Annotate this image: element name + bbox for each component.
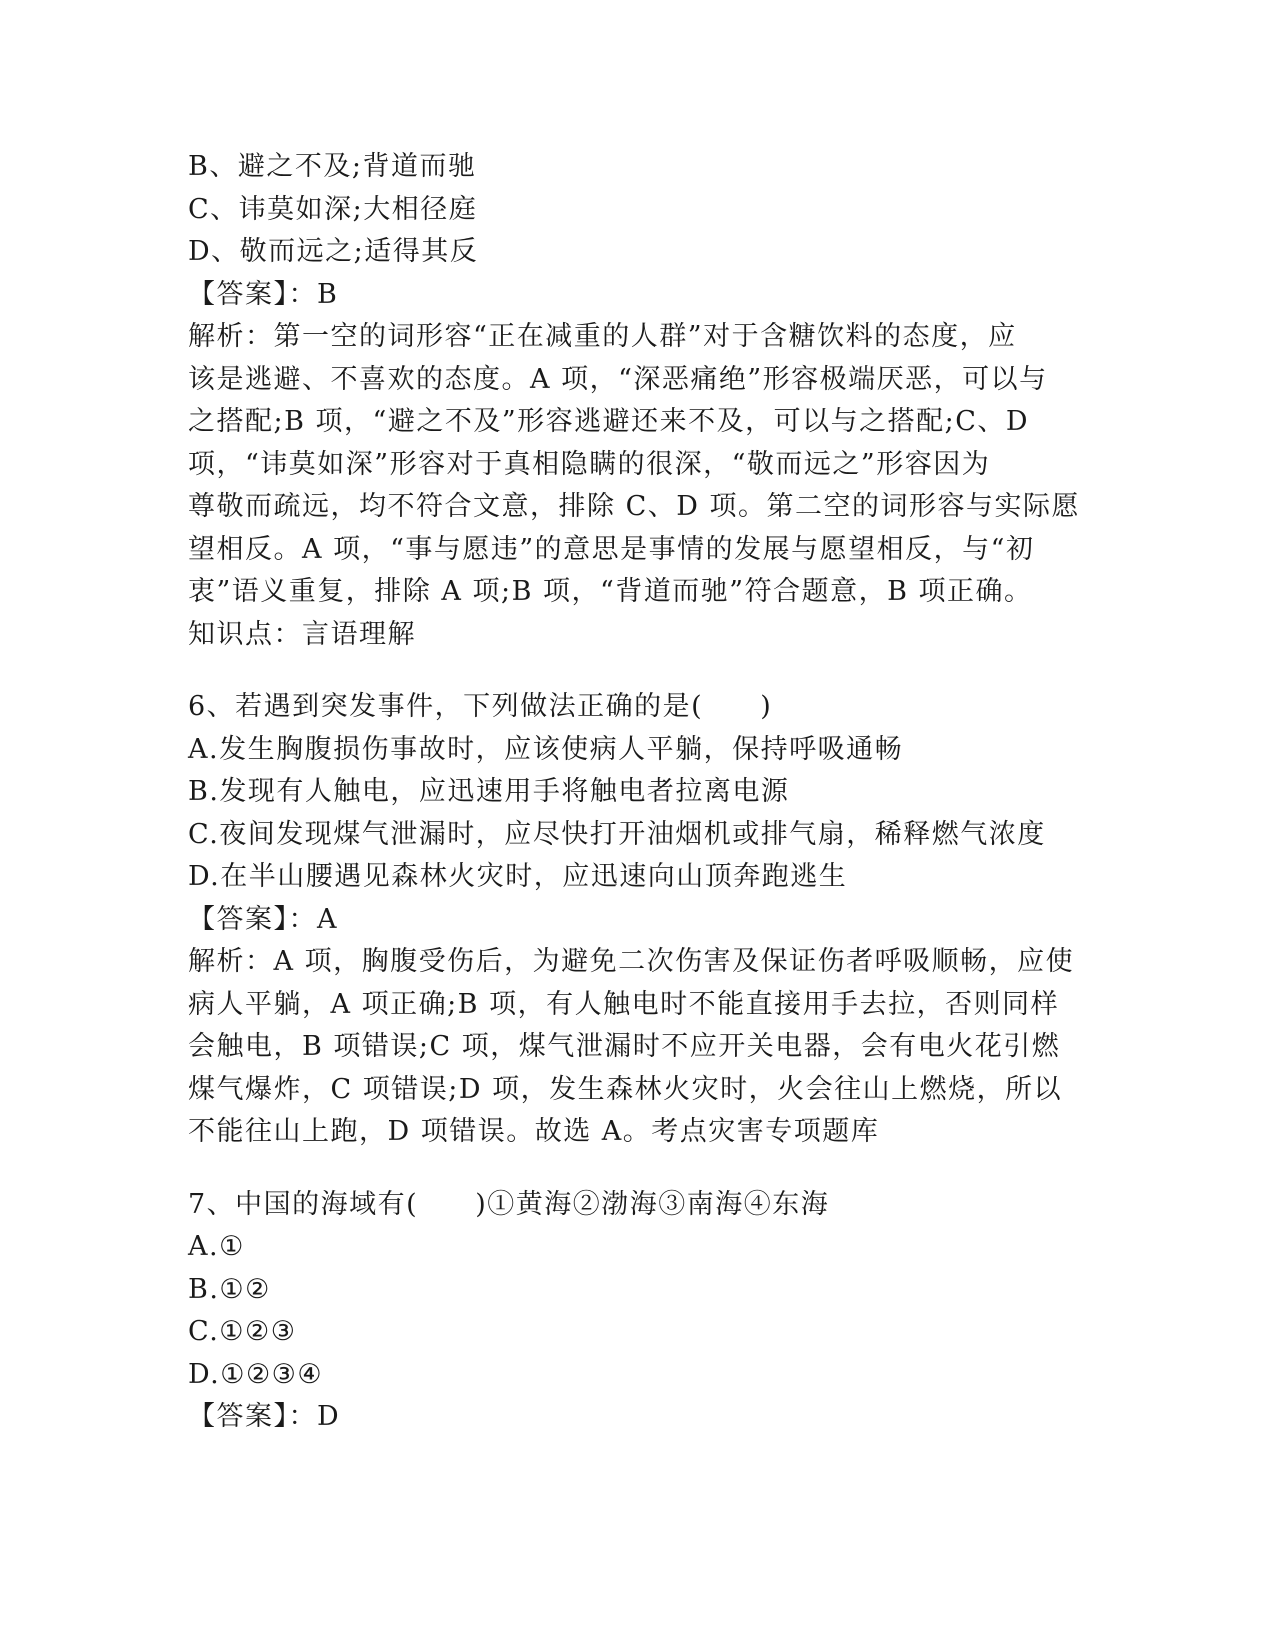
analysis-line: 之搭配;B 项，“避之不及”形容逃避还来不及，可以与之搭配;C、D [188, 406, 1030, 437]
option-a: A.发生胸腹损伤事故时，应该使病人平躺，保持呼吸通畅 [188, 733, 904, 765]
option-d: D、敬而远之;适得其反 [188, 236, 479, 267]
answer: 【答案】：B [188, 278, 339, 310]
spacer [188, 656, 1088, 686]
analysis-line: 病人平躺，A 项正确;B 项，有人触电时不能直接用手去拉，否则同样 [188, 988, 1060, 1020]
option-c: C.①②③ [188, 1316, 297, 1347]
question-text: 7、中国的海域有( )①黄海②渤海③南海④东海 [188, 1188, 830, 1220]
option-b: B、避之不及;背道而驰 [188, 151, 477, 182]
option-c: C.夜间发现煤气泄漏时，应尽快打开油烟机或排气扇，稀释燃气浓度 [188, 818, 1046, 850]
analysis-line: 煤气爆炸，C 项错误;D 项，发生森林火灾时，火会往山上燃烧，所以 [188, 1073, 1063, 1105]
analysis-line: 望相反。A 项，“事与愿违”的意思是事情的发展与愿望相反，与“初 [188, 533, 1035, 565]
analysis-line: 尊敬而疏远，均不符合文意，排除 C、D 项。第二空的词形容与实际愿 [188, 491, 1080, 522]
answer: 【答案】：D [188, 1401, 341, 1432]
analysis-line: 项，“讳莫如深”形容对于真相隐瞒的很深，“敬而远之”形容因为 [188, 448, 991, 480]
question-6 [188, 686, 1088, 1154]
analysis-line: 衷”语义重复，排除 A 项;B 项，“背道而驰”符合题意，B 项正确。 [188, 576, 1033, 607]
spacer [188, 1154, 1088, 1184]
question-text: 6、若遇到突发事件，下列做法正确的是( ) [188, 691, 773, 722]
question-7 [188, 1184, 1088, 1439]
option-b: B.①② [188, 1273, 271, 1305]
option-b: B.发现有人触电，应迅速用手将触电者拉离电源 [188, 776, 790, 807]
document-page [188, 146, 1088, 1439]
option-d: D.①②③④ [188, 1358, 324, 1390]
analysis-line: 解析：A 项，胸腹受伤后，为避免二次伤害及保证伤者呼吸顺畅，应使 [188, 946, 1075, 977]
option-c: C、讳莫如深;大相径庭 [188, 193, 478, 225]
analysis-line: 该是逃避、不喜欢的态度。A 项，“深恶痛绝”形容极端厌恶，可以与 [188, 363, 1048, 395]
option-a: A.① [188, 1231, 245, 1262]
analysis-line: 会触电，B 项错误;C 项，煤气泄漏时不应开关电器，会有电火花引燃 [188, 1031, 1061, 1062]
answer: 【答案】：A [188, 903, 338, 935]
option-d: D.在半山腰遇见森林火灾时，应迅速向山顶奔跑逃生 [188, 861, 848, 892]
analysis-line: 不能往山上跑，D 项错误。故选 A。考点灾害专项题库 [188, 1116, 880, 1147]
question-5-tail [188, 146, 1088, 656]
analysis-line: 解析：第一空的词形容“正在减重的人群”对于含糖饮料的态度，应 [188, 321, 1017, 352]
knowledge-point: 知识点：言语理解 [188, 618, 416, 650]
